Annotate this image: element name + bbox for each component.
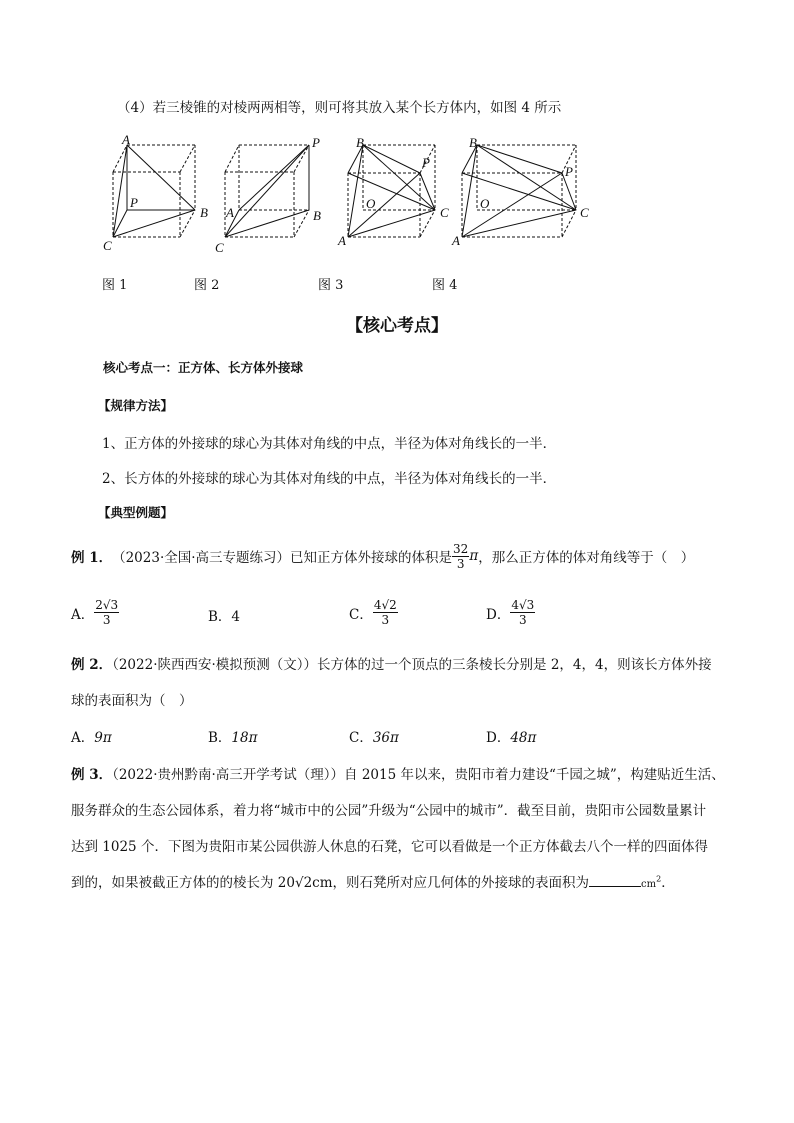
method-item-2: 2、长方体的外接球的球心为其体对角线的中点，半径为体对角线长的一半． [102,471,557,487]
figure-4 [452,135,592,259]
section-title: 【核心考点】 [346,316,448,336]
fraction-numerator: 4√3 [511,598,535,612]
label-p: P [565,164,573,179]
example-1-option-d [486,598,535,627]
label-b: B [356,135,364,150]
label-a: A [452,233,460,248]
example-2-label: 例 2． [71,657,113,673]
example-2-option-a [71,726,112,746]
example-1-label: 例 1． [71,550,113,566]
example-2-option-c [349,726,399,746]
option-letter: C． [349,606,373,623]
fraction-numerator: 2√3 [95,598,119,612]
period: ． [661,875,675,891]
fraction-denominator: 3 [518,613,527,627]
figure-1 [100,132,220,259]
example-3-line-2: 服务群众的生态公园体系，着力将“城市中的公园”升级为“公园中的城市”．截至目前，贵阳市公园数量累计 [71,803,707,819]
label-o: O [366,196,376,211]
label-a: A [226,205,234,220]
label-c: C [580,205,589,220]
label-a: A [122,132,130,147]
examples-title: 【典型例题】 [98,505,174,520]
option-fraction [510,598,535,627]
label-p: P [130,195,138,210]
key-point-1-title: 核心考点一：正方体、长方体外接球 [103,360,304,375]
answer-blank[interactable] [589,874,641,887]
example-2-option-b [208,726,257,746]
fraction-denominator: 3 [381,613,390,627]
example-3-line-4 [71,871,675,891]
example-1-option-c [349,598,398,627]
example-1-option-b [208,605,240,625]
figure-1-caption: 图 1 [102,278,128,293]
example-3-text: （2022·贵州黔南·高三开学考试（理））自 2015 年以来，贵阳市着力建设“千园之城”，构建贴近生活、 [112,767,725,783]
option-value: 4 [231,609,241,625]
label-b: B [469,135,477,150]
option-letter: C． [349,730,373,746]
option-fraction [94,598,119,627]
cuboid-diagram-4 [452,135,592,255]
unit-superscript: 2 [656,874,662,884]
option-letter: B． [208,730,232,746]
figure-4-caption: 图 4 [432,278,458,293]
label-o: O [480,196,490,211]
option-letter: A． [71,730,95,746]
example-1-option-a [71,598,119,627]
option-value: 36π [372,730,399,746]
example-2-text: （2022·陕西西安·模拟预测（文））长方体的过一个顶点的三条棱长分别是 2，4，4，则该长方体外接 [112,657,712,673]
option-letter: B． [208,609,232,625]
example-2-line-1 [71,653,712,673]
example-3-line-3: 达到 1025 个．下图为贵阳市某公园供游人休息的石凳，它可以看做是一个正方体截去八个一样的四面体得 [71,839,708,855]
method-title: 【规律方法】 [98,398,174,413]
label-c: C [103,238,112,253]
option-value: 18π [231,730,258,746]
label-p: P [422,155,430,170]
fraction-denominator: 3 [102,613,111,627]
option-value: 9π [94,730,112,746]
option-fraction [373,598,398,627]
example-2-option-d [486,726,536,746]
fraction-denominator: 3 [456,556,465,571]
label-c: C [215,240,224,255]
unit: cm [641,879,657,890]
figure-3 [338,135,458,259]
example-3-line-1 [71,763,725,783]
option-letter: D． [486,730,511,746]
figure-2-caption: 图 2 [194,278,220,293]
pi-symbol: π [469,548,479,564]
option-letter: D． [486,606,511,623]
fraction-numerator: 32 [453,541,469,556]
example-3-text-end: 到的，如果被截正方体的的棱长为 20√2cm，则石凳所对应几何体的外接球的表面积为 [71,875,590,891]
example-1-source: （2023·全国·高三专题练习）已知正方体外接球的体积是 [112,550,453,566]
example-2-line-2: 球的表面积为（ ） [71,693,193,709]
cuboid-diagram-3 [338,135,458,255]
label-p: P [312,135,320,150]
label-c: C [440,205,449,220]
cuboid-diagram-2 [212,135,332,255]
fraction-numerator: 4√2 [373,598,397,612]
figure-2 [212,135,332,259]
method-item-1: 1、正方体的外接球的球心为其体对角线的中点，半径为体对角线长的一半． [102,436,557,452]
cuboid-diagram-1 [100,132,220,255]
label-b: B [200,205,208,220]
volume-fraction [452,542,469,571]
option-letter: A． [71,606,95,623]
label-b: B [313,208,321,223]
label-a: A [338,233,346,248]
figure-3-caption: 图 3 [318,278,344,293]
example-1 [71,540,694,572]
option-value: 48π [510,730,537,746]
example-1-question: ，那么正方体的体对角线等于（ ） [478,550,695,566]
intro-line: （4）若三棱锥的对棱两两相等，则可将其放入某个长方体内，如图 4 所示 [117,100,562,116]
example-3-label: 例 3． [71,767,113,783]
